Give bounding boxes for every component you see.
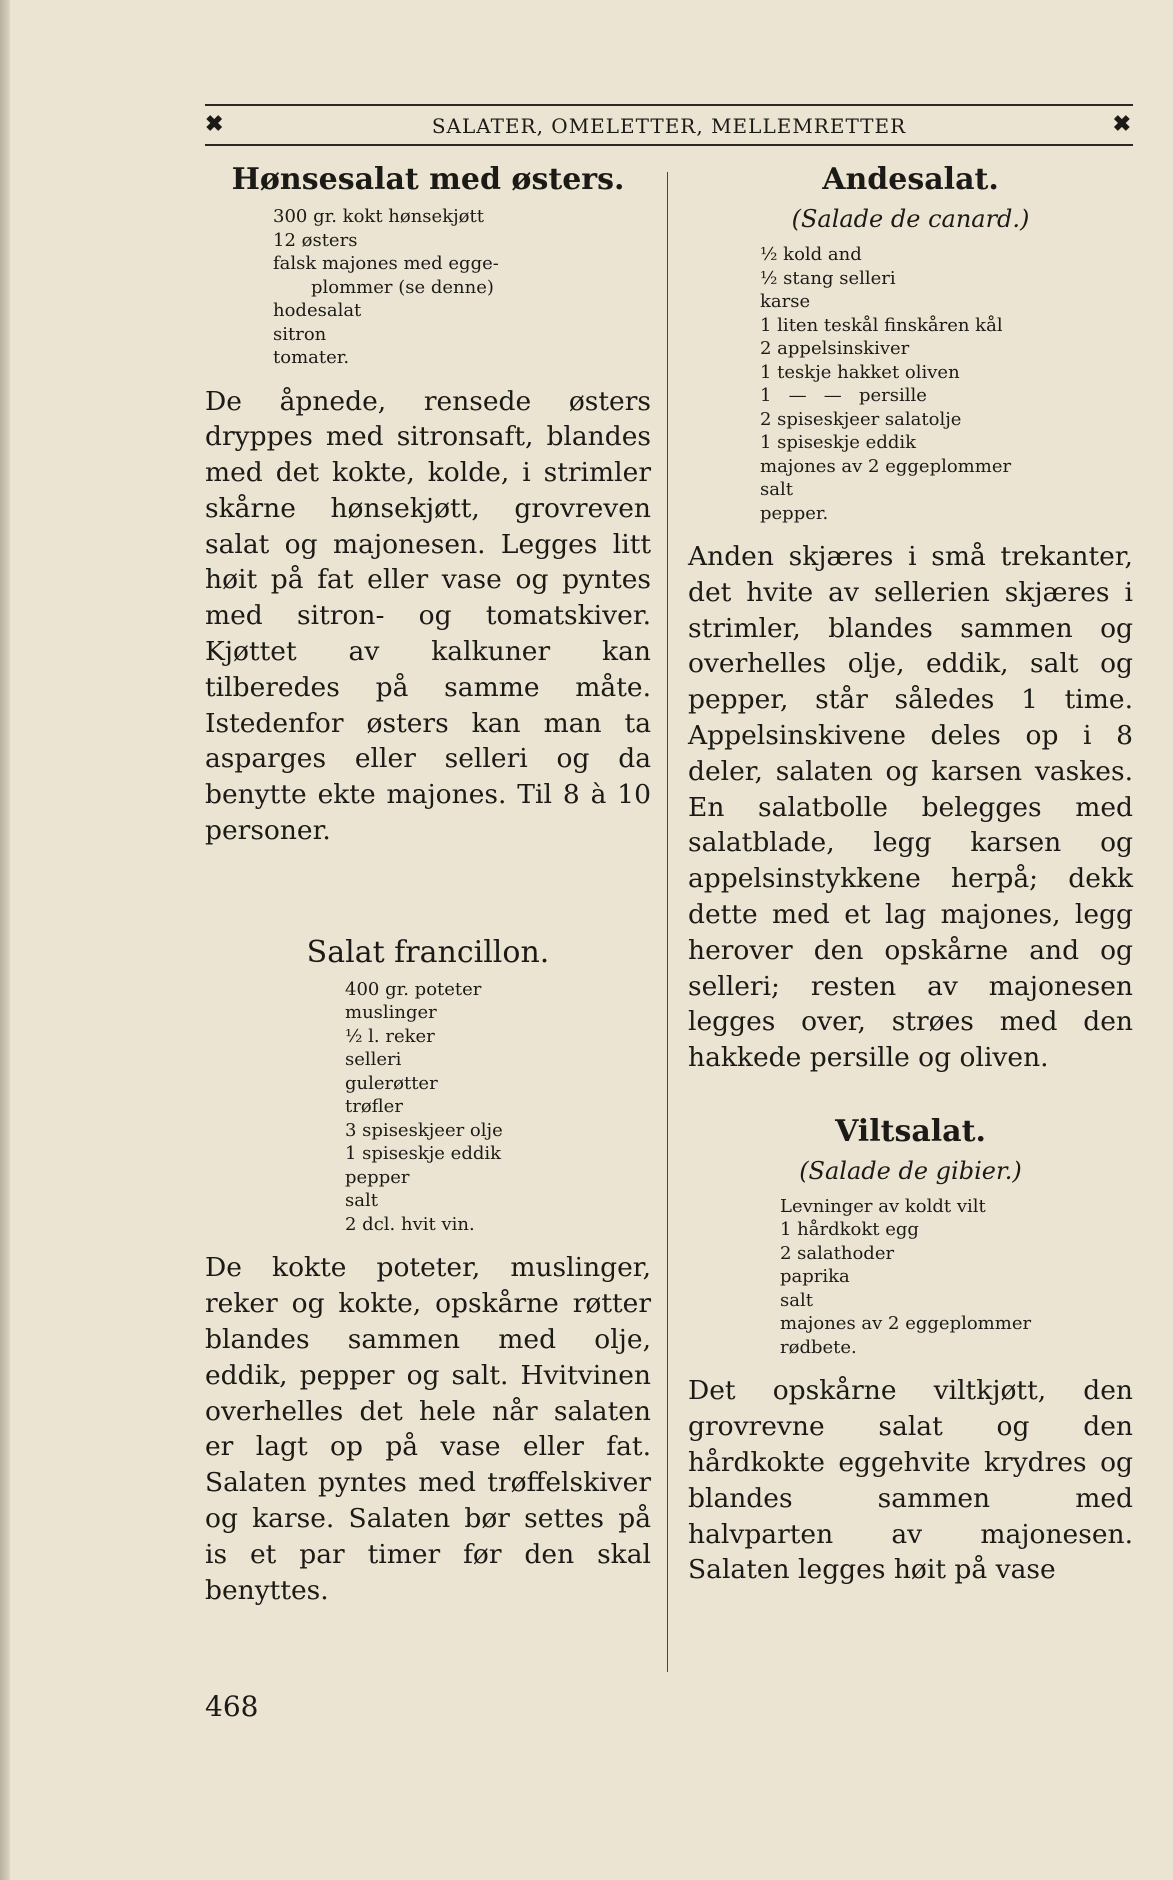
page-number: 468 [205, 1690, 259, 1723]
column-divider [667, 172, 668, 1672]
ingredient: Levninger av koldt vilt [780, 1195, 986, 1217]
recipe-instructions: Anden skjæres i små trekanter, det hvite av sellerien skjæres i strimler, blandes sammen og overhelles olje, eddik, salt og pepper, står således 1 time. Appelsinskivene deles op i 8 deler, salaten og karsen vaskes. En salatbolle belegges med salatblade, legg karsen og appelsinstykkene herpå; dekk dette med et lag majones, legg herover den opskårne and og selleri; resten av majonesen legges over, strøes med den hakkede persille og oliven. [688, 541, 1133, 1074]
recipe-subtitle: (Salade de gibier.) [799, 1156, 1022, 1185]
section-spacer [205, 849, 651, 935]
ingredient: ½ kold and [760, 244, 862, 265]
ingredient-list [273, 205, 651, 370]
ingredient: muslinger [345, 1002, 437, 1024]
recipe-title: Hønsesalat med østers. [231, 162, 625, 197]
ingredient: 12 østers [273, 229, 358, 251]
ingredient: tomater. [273, 347, 350, 368]
recipe-honsesalat [205, 162, 651, 849]
ingredient: rødbete. [780, 1336, 857, 1358]
ingredient: falsk majones med egge- [273, 253, 499, 274]
ingredient: trøfler [345, 1096, 403, 1118]
ingredient: pepper [345, 1166, 410, 1188]
ingredient: salt [760, 479, 793, 500]
ingredient-list [780, 1195, 1133, 1360]
recipe-instructions: De åpnede, rensede østers dryppes med sitronsaft, blandes med det kokte, kolde, i strimler skårne hønsekjøtt, grovreven salat og majonesen. Legges litt høit på fat eller vase og pyntes med sitron- og tomatskiver. Kjøttet av kalkuner kan tilberedes på samme måte. Istedenfor østers kan man ta asparges eller selleri og da benytte ekte majones. Til 8 à 10 personer. [205, 385, 651, 847]
ingredient: majones av 2 eggeplommer [780, 1313, 1032, 1335]
ingredient: 3 spiseskjeer olje [345, 1119, 503, 1141]
recipe-viltsalat [688, 1114, 1133, 1588]
ingredient: 1 spiseskje eddik [345, 1143, 502, 1165]
ingredient: 1 spiseskje eddik [760, 432, 917, 453]
right-column [688, 162, 1133, 1588]
page-edge [0, 0, 10, 1880]
header-title: SALATER, OMELETTER, MELLEMRETTER [431, 114, 907, 138]
left-column [205, 162, 651, 1608]
recipe-salat-francillon [205, 935, 651, 1608]
ingredient: 1 hårdkokt egg [780, 1219, 919, 1241]
ingredient: plommer (se denne) [311, 276, 494, 298]
running-header [205, 104, 1133, 146]
ingredient: 2 salathoder [780, 1242, 895, 1264]
ingredient: majones av 2 eggeplommer [760, 455, 1012, 477]
ingredient: hodesalat [273, 300, 362, 321]
recipe-title: Andesalat. [822, 162, 999, 197]
ingredient: ½ stang selleri [760, 267, 896, 289]
ingredient: 2 spiseskjeer salatolje [760, 408, 962, 430]
ingredient: 1 teskje hakket oliven [760, 361, 960, 383]
ingredient: paprika [780, 1266, 850, 1288]
section-spacer [688, 1076, 1133, 1114]
header-ornament-left: ✖ [205, 111, 224, 137]
recipe-subtitle: (Salade de canard.) [791, 205, 1030, 233]
ingredient: sitron [273, 323, 327, 345]
ingredient: selleri [345, 1049, 402, 1071]
ingredient: 300 gr. kokt hønsekjøtt [273, 206, 484, 227]
ingredient: 1 liten teskål finskåren kål [760, 314, 1003, 336]
ingredient: ½ l. reker [345, 1025, 435, 1047]
header-ornament-right: ✖ [1112, 111, 1131, 137]
ingredient: salt [780, 1289, 813, 1311]
ingredient: pepper. [760, 502, 829, 524]
ingredient: 400 gr. poteter [345, 978, 482, 1000]
recipe-instructions: De kokte poteter, muslinger, reker og kokte, opskårne røtter blandes sammen med olje, eddik, pepper og salt. Hvitvinen overhelles det hele når salaten er lagt op på vase eller fat. Salaten pyntes med trøffelskiver og karse. Salaten bør settes på is et par timer før den skal benyttes. [205, 1252, 651, 1606]
ingredient: 1 — — persille [760, 385, 927, 406]
ingredient: 2 dcl. hvit vin. [345, 1213, 475, 1235]
ingredient: 2 appelsinskiver [760, 338, 910, 359]
recipe-instructions: Det opskårne viltkjøtt, den grovrevne salat og den hårdkokte eggehvite krydres og blandes sammen med halvparten av majonesen. Salaten legges høit på vase [688, 1375, 1133, 1586]
recipe-title: Salat francillon. [306, 934, 550, 970]
ingredient: gulerøtter [345, 1072, 438, 1094]
ingredient: salt [345, 1190, 378, 1212]
ingredient-list [345, 978, 651, 1237]
recipe-andesalat [688, 162, 1133, 1076]
recipe-title: Viltsalat. [835, 1113, 986, 1149]
ingredient: karse [760, 291, 811, 312]
ingredient-list [760, 243, 1133, 525]
